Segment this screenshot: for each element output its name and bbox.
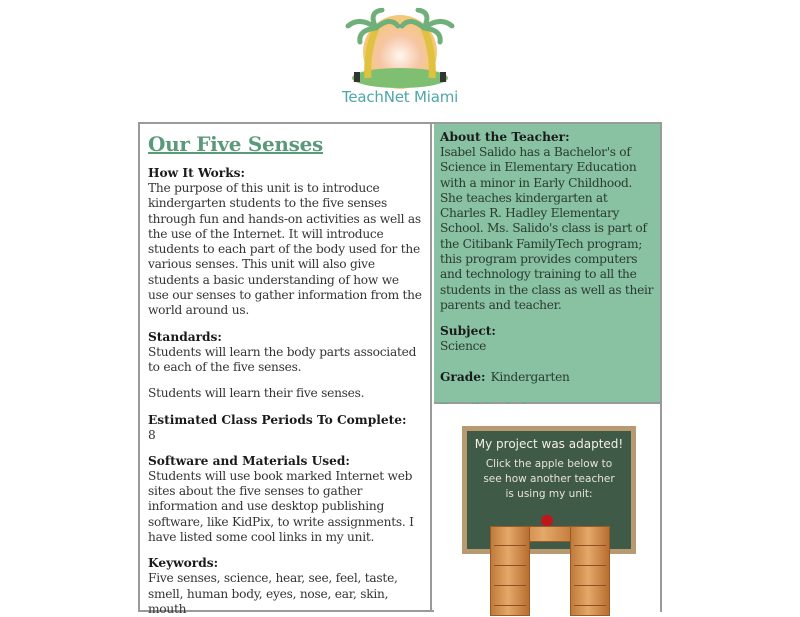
section-heading: Standards: bbox=[148, 329, 222, 344]
instruction-line: see how another teacher bbox=[483, 473, 615, 485]
section-heading: Keywords: bbox=[148, 556, 219, 571]
section-text: 8 bbox=[148, 427, 156, 442]
apple-icon[interactable] bbox=[541, 515, 553, 526]
desk-right-pedestal bbox=[570, 526, 610, 616]
grade-label: Grade: bbox=[440, 369, 486, 384]
palm-sunset-icon bbox=[338, 8, 462, 92]
subject-label: Subject: bbox=[440, 324, 496, 339]
desk-left-pedestal bbox=[490, 526, 530, 616]
content-table bbox=[138, 122, 662, 616]
instruction-line: is using my unit: bbox=[505, 488, 593, 500]
section-keywords bbox=[148, 556, 422, 617]
section-heading: Software and Materials Used: bbox=[148, 453, 350, 468]
section-text: Students will learn the body parts associated to each of the five senses. bbox=[148, 344, 417, 374]
about-heading: About the Teacher: bbox=[440, 130, 570, 144]
section-text: Students will use book marked Internet web sites about the five senses to gather information and use desktop publishing software, like KidPix, to write assignments. I have listed some cool links in my unit. bbox=[148, 468, 414, 545]
page-title[interactable]: Our Five Senses bbox=[148, 132, 324, 156]
section-standards bbox=[148, 330, 422, 402]
about-teacher-panel bbox=[434, 124, 660, 404]
section-heading: Estimated Class Periods To Complete: bbox=[148, 412, 407, 427]
section-text: The purpose of this unit is to introduce kindergarten students to the five senses through fun and hands-on activities as well as the use of the Internet. It will introduce students to each part of the body used for the various senses. This unit will also give students a basic understanding of how we use our senses to gather information from the world around us. bbox=[148, 181, 422, 318]
section-text: Students will learn their five senses. bbox=[148, 386, 365, 401]
instruction-line: Click the apple below to bbox=[485, 458, 613, 470]
grade-row bbox=[440, 366, 654, 385]
logo-text: TeachNet Miami bbox=[341, 88, 459, 106]
section-software-materials bbox=[148, 454, 422, 545]
teachnet-logo[interactable] bbox=[338, 8, 462, 112]
adapted-instructions bbox=[467, 457, 631, 502]
section-text: Five senses, science, hear, see, feel, taste, smell, human body, eyes, nose, ear, skin, mouth bbox=[148, 571, 398, 616]
section-class-periods bbox=[148, 413, 422, 443]
adapted-headline: My project was adapted! bbox=[474, 437, 624, 451]
grade-value: Kindergarten bbox=[490, 369, 570, 384]
subject-value: Science bbox=[440, 339, 487, 354]
unit-description-panel bbox=[140, 124, 432, 616]
about-text: Isabel Salido has a Bachelor's of Science in Elementary Education with a minor in Early Childhood. She teaches kindergarten at Charles R. Hadley Elementary School. Ms. Salido's class is part of the Citibank FamilyTech program; this program provides computers and technology training to all the students in the class as well as their parents and teacher. bbox=[440, 145, 654, 312]
section-heading: How It Works: bbox=[148, 166, 245, 180]
project-adapted-panel bbox=[434, 404, 660, 614]
section-how-it-works bbox=[148, 166, 422, 319]
